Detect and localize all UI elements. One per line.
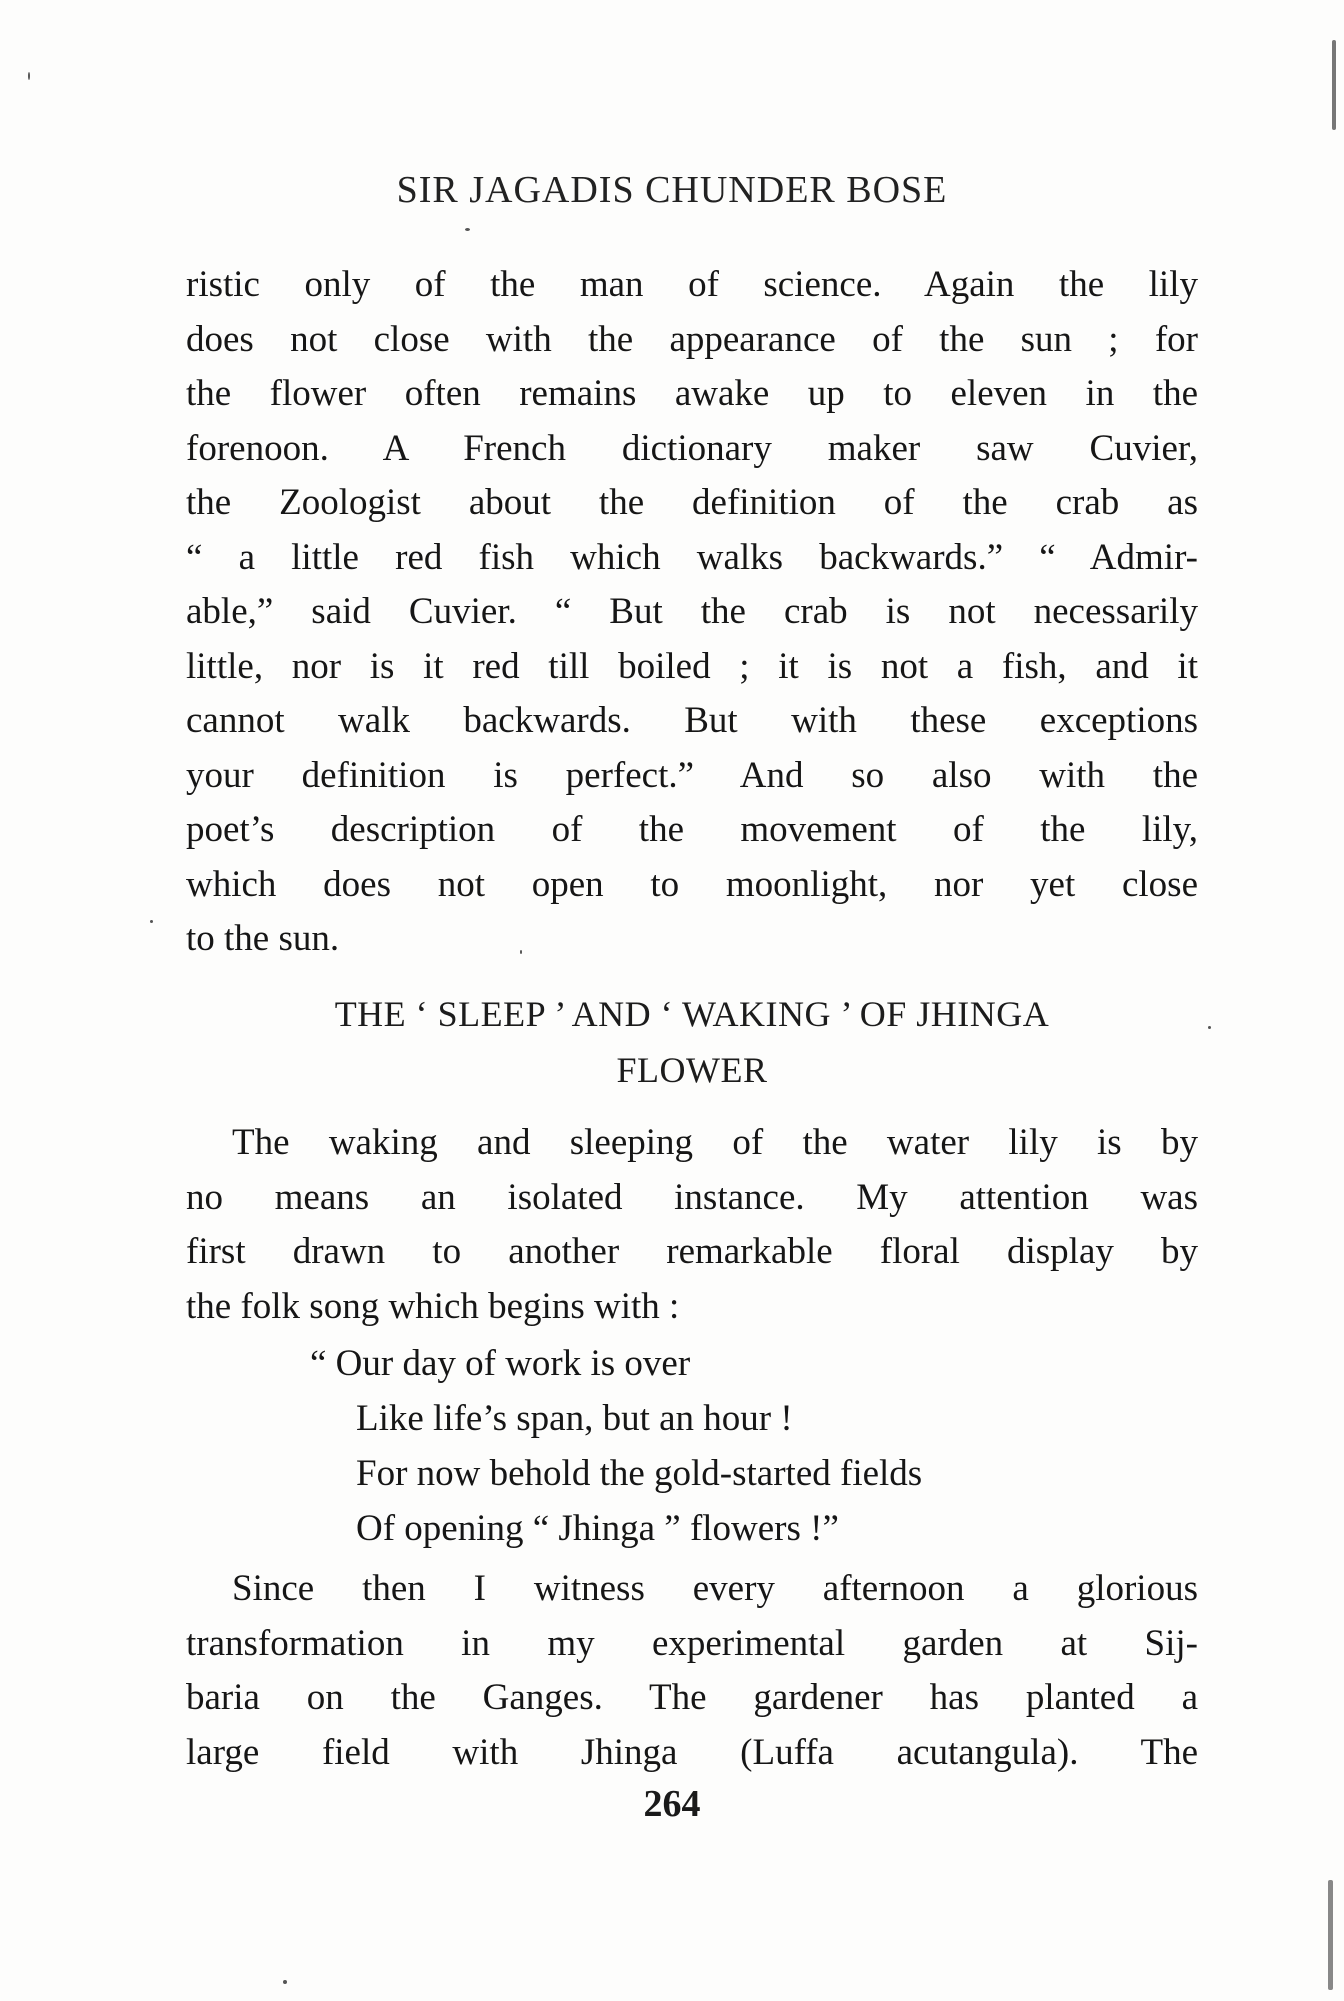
text-line: the flower often remains awake up to eleven in the — [186, 373, 1198, 414]
text-line: “ a little red fish which walks backwards.” “ Admir- — [186, 536, 1198, 578]
text-line: The waking and sleeping of the water lily is by — [232, 1122, 1198, 1163]
text-line: your definition is perfect.” And so also with the — [186, 754, 1198, 796]
section-heading-line-2: FLOWER — [616, 1050, 768, 1090]
running-head: SIR JAGADIS CHUNDER BOSE — [396, 169, 948, 211]
paragraph-1 — [186, 258, 1198, 967]
scan-speck — [1328, 1880, 1333, 1990]
scan-speck — [1208, 1026, 1211, 1029]
text-line: Since then I witness every afternoon a glorious — [232, 1568, 1198, 1609]
scan-speck — [520, 950, 522, 954]
text-line: ristic only of the man of science. Again the lily — [186, 264, 1198, 305]
verse-quote — [310, 1336, 922, 1556]
section-heading — [186, 986, 1198, 1098]
scan-speck — [28, 72, 30, 80]
text-line: to the sun. — [186, 918, 340, 959]
paragraph-3 — [186, 1562, 1198, 1780]
text-line: does not close with the appearance of the sun ; for — [186, 318, 1198, 360]
verse-line: “ Our day of work is over — [310, 1343, 691, 1384]
text-line: forenoon. A French dictionary maker saw Cuvier, — [186, 427, 1198, 469]
section-heading-line-1: THE ‘ SLEEP ’ AND ‘ WAKING ’ OF JHINGA — [334, 994, 1050, 1034]
text-line: which does not open to moonlight, nor yet close — [186, 863, 1198, 905]
verse-line: Of opening “ Jhinga ” flowers !” — [356, 1508, 839, 1549]
text-line: baria on the Ganges. The gardener has planted a — [186, 1677, 1198, 1718]
scan-speck — [1332, 40, 1336, 130]
scan-speck — [150, 920, 153, 923]
text-line: little, nor is it red till boiled ; it is not a fish, and it — [186, 645, 1198, 687]
text-line: cannot walk backwards. But with these exceptions — [186, 700, 1198, 741]
text-line: no means an isolated instance. My attention was — [186, 1176, 1198, 1218]
text-line: able,” said Cuvier. “ But the crab is not necessarily — [186, 591, 1198, 632]
paragraph-2 — [186, 1116, 1198, 1334]
page-number: 264 — [643, 1783, 701, 1825]
scan-speck — [283, 1980, 287, 1984]
text-line: large field with Jhinga (Luffa acutangula). The — [186, 1731, 1198, 1773]
verse-line: Like life’s span, but an hour ! — [356, 1398, 793, 1439]
text-line: transformation in my experimental garden at Sij- — [186, 1622, 1198, 1664]
text-line: first drawn to another remarkable floral display by — [186, 1231, 1198, 1272]
text-line: poet’s description of the movement of the lily, — [186, 809, 1198, 850]
text-line: the Zoologist about the definition of the crab as — [186, 482, 1198, 523]
scan-speck — [465, 228, 470, 231]
text-line: the folk song which begins with : — [186, 1285, 680, 1327]
verse-line: For now behold the gold-started fields — [356, 1453, 923, 1494]
